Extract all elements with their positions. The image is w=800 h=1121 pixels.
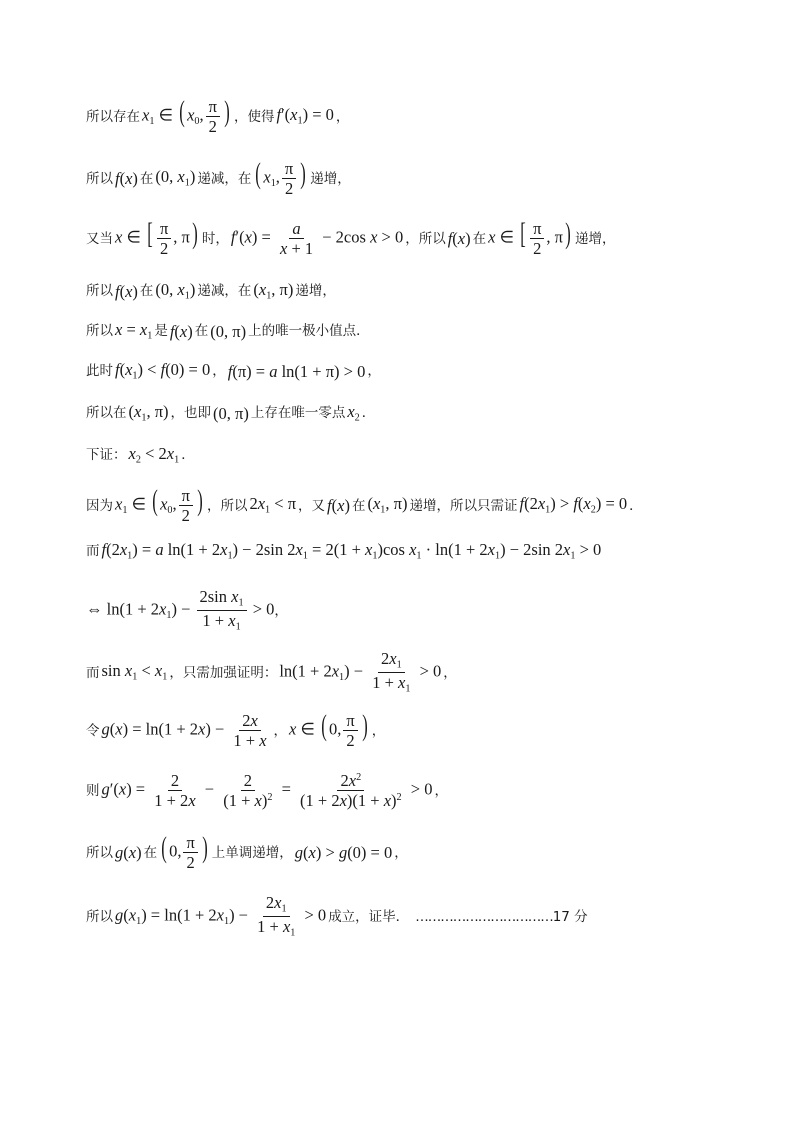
score-leader-dots: …………………………… (415, 908, 553, 925)
math-expression: ($x_1$, π) (128, 402, 169, 424)
math-expression: (0, π) (210, 321, 247, 341)
math-expression: $x_2$ (347, 402, 360, 424)
math-expression: f(x) (447, 228, 471, 248)
proof-line: 令 g(x) = ln(1 + 2x) − $\frac{2x}{1 + x}$ ， x ∈ ( 0, $\frac{\pi}{2}$ ) ， (86, 708, 386, 751)
math-expression: g′(x) = $\frac{2}{1 + 2x}$ − $\frac{2}{(1 + x)^2}$ = $\frac{2x^2}{(1 + 2x)(1 + x)^2}$ > 0 (101, 771, 433, 811)
math-expression: ( 0, $\frac{\pi}{2}$ ) (161, 830, 208, 873)
proof-line: 所以 $g(x_1) = \ln(1 + 2x_1)$ − $\frac{2x_1}{1 + x_1}$ > 0 成立，证毕． …………………………… 17 分 (86, 893, 588, 939)
proof-line: 所以 $x = x_1$ 是 f(x) 在 (0, π) 上的唯一极小值点． (86, 320, 370, 342)
math-expression: $x_1$ ∈ ( $x_0$, $\frac{\pi}{2}$ ) (142, 94, 230, 137)
math-expression: (0, π) (213, 403, 249, 423)
math-expression: x ∈ [ $\frac{\pi}{2}$ , π) (115, 216, 198, 259)
score-label: 17 分 (552, 908, 588, 925)
proof-line: 则 g′(x) = $\frac{2}{1 + 2x}$ − $\frac{2}{(1 + x)^2}$ = $\frac{2x^2}{(1 + 2x)(1 + x)^2}$ > 0 ， (86, 771, 448, 811)
math-expression: ($x_1$, π) (367, 494, 408, 516)
math-expression: g(x) = ln(1 + 2x) − $\frac{2x}{1 + x}$ (101, 711, 267, 751)
math-expression: f′(x) = $\frac{a}{x + 1}$ − 2cos x > 0 (230, 219, 404, 259)
math-expression: $x_1$ ∈ ( $x_0$, $\frac{\pi}{2}$ ) (115, 483, 203, 526)
proof-line: 所以存在 $x_1$ ∈ ( $x_0$, $\frac{\pi}{2}$ ) ，使得 $f'(x_1) = 0$ ， (86, 94, 350, 137)
proof-line: 所以 f(x) 在 (0, $x_1$) 递减，在 ( $x_1$, $\frac{\pi}{2}$ ) 递增， (86, 156, 351, 199)
math-expression: $x_2 < 2x_1$ (128, 444, 180, 466)
math-expression: f(x) (115, 281, 138, 301)
math-expression: $x = x_1$ (115, 320, 153, 342)
proof-line: 所以在 ($x_1$, π) ，也即 (0, π) 上存在唯一零点 $x_2$ ． (86, 402, 376, 424)
math-expression: $f(2x_1) > f(x_2) = 0$ (519, 494, 628, 516)
proof-line: 而 $f(2x_1) = a$ $\ln(1 + 2x_1) - 2\sin$ $2x_1 = 2(1 + x_1)\cos$ $x_1 \cdot \ln(1 + 2x_1) - 2\sin$ $2x_1 > 0$ (86, 540, 602, 562)
math-expression: f(π) = a ln(1 + π) > 0 (227, 361, 366, 381)
math-expression: g(x) (115, 842, 142, 862)
proof-line: 又当 x ∈ [ $\frac{\pi}{2}$ , π) 时， f′(x) = $\frac{a}{x + 1}$ − 2cos x > 0 ，所以 f(x) 在 x ∈ [ $\frac{\pi}{2}$ , π) 递增， (86, 216, 616, 259)
proof-line: 下证： $x_2 < 2x_1$ ． (86, 444, 195, 466)
proof-line: 因为 $x_1$ ∈ ( $x_0$, $\frac{\pi}{2}$ ) ，所以 $2x_1 < \pi$ ，又 f(x) 在 ($x_1$, π) 递增，所以只需证 $f(2x_1) > f(x_2) = 0$ ． (86, 483, 643, 526)
proof-line: 而 $\sin x_1 < x_1$ ，只需加强证明： $\ln(1 + 2x_1)$ − $\frac{2x_1}{1 + x_1}$ > 0 ， (86, 649, 457, 695)
math-expression: (0, $x_1$) (155, 280, 196, 302)
math-expression: $\sin x_1 < x_1$ (101, 661, 168, 683)
math-expression: $f(x_1) < f(0) = 0$ (115, 360, 211, 382)
math-expression: x ∈ [ $\frac{\pi}{2}$ , π) (488, 216, 571, 259)
math-expression: $f(2x_1) = a$ $\ln(1 + 2x_1) - 2\sin$ $2x_1 = 2(1 + x_1)\cos$ $x_1 \cdot \ln(1 + 2x_1) - 2\sin$ $2x_1 > 0$ (101, 540, 602, 562)
proof-line: 所以 f(x) 在 (0, $x_1$) 递减，在 ($x_1$, π) 递增， (86, 280, 336, 302)
math-expression: ⇔ $\ln(1 + 2x_1)$ − $\frac{2\sin x_1}{1 + x_1}$ > 0 (86, 587, 275, 633)
math-expression: $g(x_1) = \ln(1 + 2x_1)$ − $\frac{2x_1}{1 + x_1}$ > 0 (115, 893, 327, 939)
math-expression: $\ln(1 + 2x_1)$ − $\frac{2x_1}{1 + x_1}$ > 0 (279, 649, 442, 695)
math-expression: f(x) (169, 321, 193, 341)
math-expression: ( $x_1$, $\frac{\pi}{2}$ ) (255, 156, 307, 199)
math-expression: f(x) (327, 495, 350, 515)
proof-line: 所以 g(x) 在 ( 0, $\frac{\pi}{2}$ ) 上单调递增， g(x) > g(0) = 0 ， (86, 830, 408, 873)
proof-line: 此时 $f(x_1) < f(0) = 0$ ， f(π) = a ln(1 + π) > 0 ， (86, 360, 381, 382)
math-expression: (0, $x_1$) (155, 167, 196, 189)
math-expression: $f'(x_1) = 0$ (276, 105, 334, 127)
math-expression: g(x) > g(0) = 0 (294, 842, 393, 862)
math-expression: $2x_1 < \pi$ (249, 494, 297, 516)
proof-line: ⇔ $\ln(1 + 2x_1)$ − $\frac{2\sin x_1}{1 + x_1}$ > 0 ， (86, 587, 288, 633)
math-expression: f(x) (115, 168, 138, 188)
math-expression: x ∈ ( 0, $\frac{\pi}{2}$ ) (289, 708, 368, 751)
math-expression: ($x_1$, π) (253, 280, 294, 302)
